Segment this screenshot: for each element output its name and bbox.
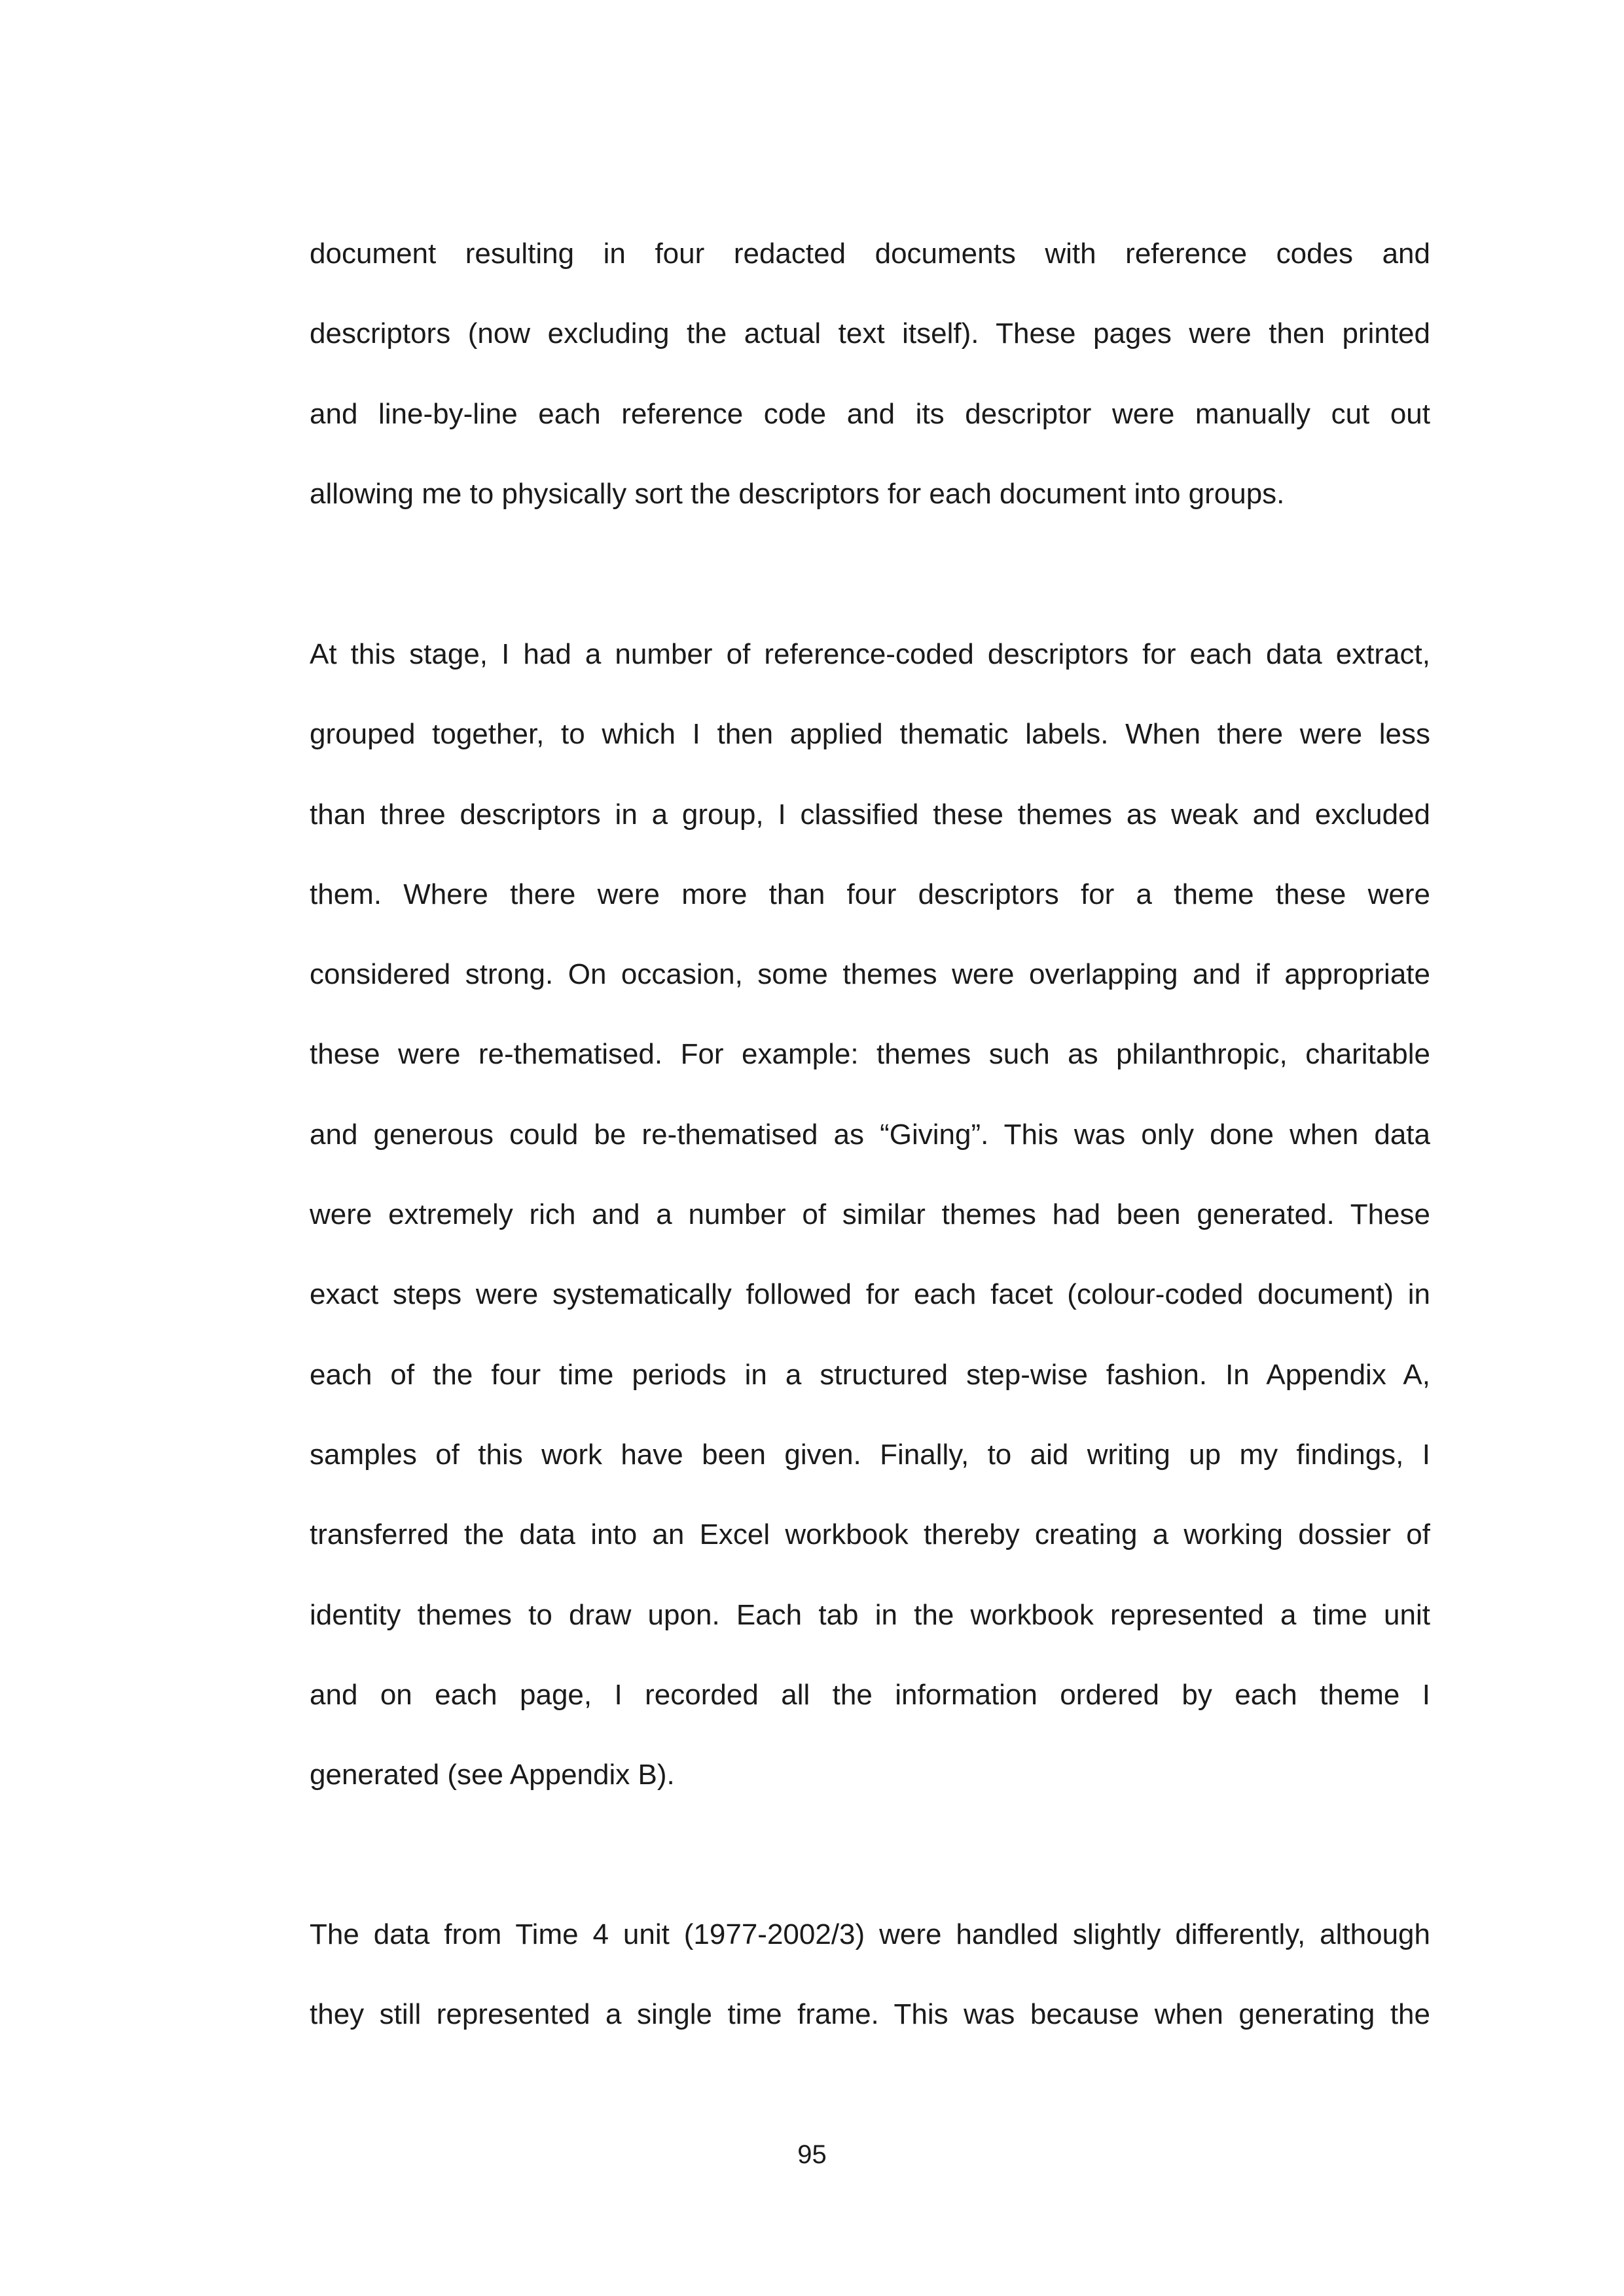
text-line: The data from Time 4 unit (1977-2002/3) were handled slightly differently, although (310, 1918, 1430, 1950)
text-line: were extremely rich and a number of similar themes had been generated. These (310, 1198, 1430, 1231)
text-line: and on each page, I recorded all the information ordered by each theme I (310, 1678, 1430, 1711)
text-line: generated (see Appendix B). (310, 1759, 675, 1791)
text-line: identity themes to draw upon. Each tab in the workbook represented a time unit (310, 1598, 1430, 1631)
text-line: and line-by-line each reference code and its descriptor were manually cut out (310, 397, 1430, 430)
paragraph-3 (310, 1895, 1430, 2055)
text-line: grouped together, to which I then applied thematic labels. When there were less (310, 718, 1430, 751)
text-line: them. Where there were more than four descriptors for a theme these were (310, 878, 1430, 910)
text-line: At this stage, I had a number of reference-coded descriptors for each data extract, (310, 638, 1430, 670)
text-line: each of the four time periods in a structured step-wise fashion. In Appendix A, (310, 1358, 1430, 1391)
text-line: than three descriptors in a group, I classified these themes as weak and excluded (310, 798, 1430, 831)
text-line: transferred the data into an Excel workbook thereby creating a working dossier of (310, 1518, 1430, 1551)
text-line: document resulting in four redacted documents with reference codes and (310, 238, 1430, 270)
paragraph-1 (310, 214, 1430, 534)
text-line: and generous could be re-thematised as “Giving”. This was only done when data (310, 1118, 1430, 1151)
text-line: samples of this work have been given. Finally, to aid writing up my findings, I (310, 1438, 1430, 1471)
text-line: exact steps were systematically followed for each facet (colour-coded document) in (310, 1278, 1430, 1311)
page-number: 95 (797, 2140, 827, 2169)
text-line: allowing me to physically sort the descriptors for each document into groups. (310, 477, 1285, 510)
text-line: considered strong. On occasion, some themes were overlapping and if appropriate (310, 958, 1430, 991)
paragraph-2 (310, 615, 1430, 1815)
text-line: these were re-thematised. For example: themes such as philanthropic, charitable (310, 1038, 1430, 1071)
text-line: descriptors (now excluding the actual text itself). These pages were then printed (310, 317, 1430, 350)
text-line: they still represented a single time frame. This was because when generating the (310, 1998, 1430, 2031)
